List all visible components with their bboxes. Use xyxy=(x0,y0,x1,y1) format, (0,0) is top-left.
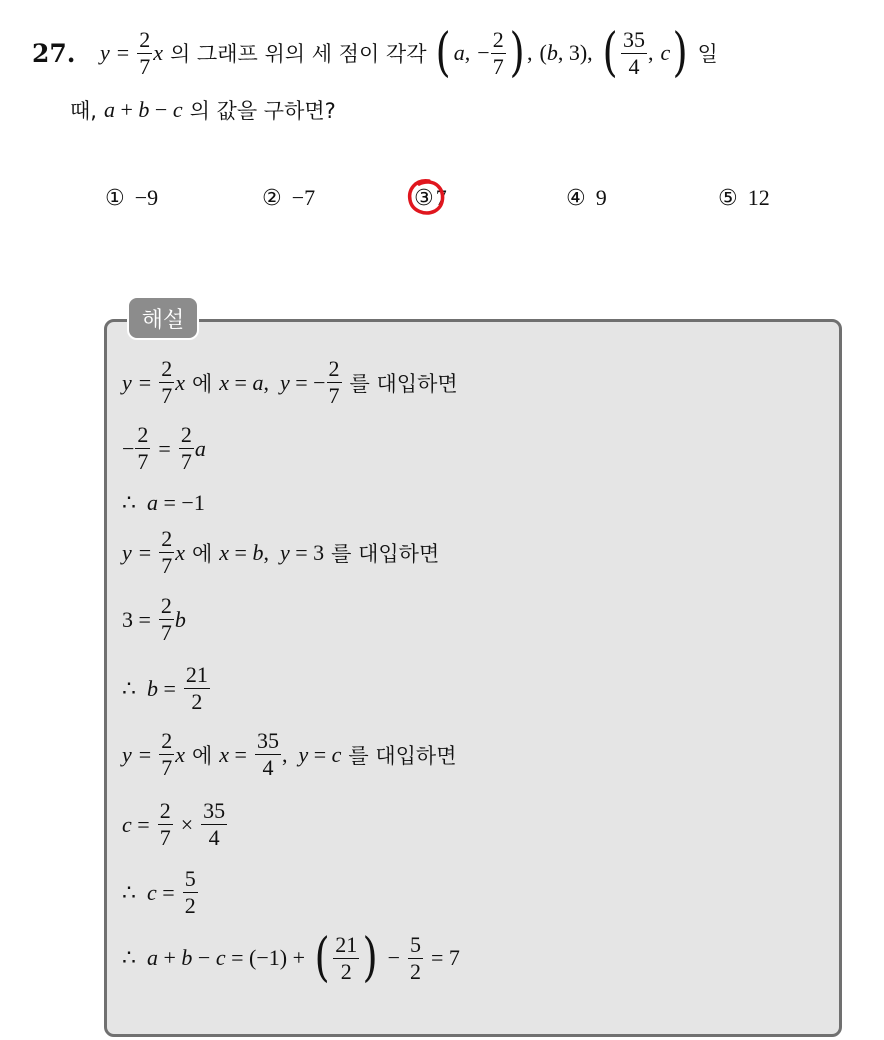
subst-word-3: 에 xyxy=(191,743,213,768)
choice-4-symbol: ④ xyxy=(566,185,586,211)
choice-5[interactable] xyxy=(718,178,770,218)
solution-line-10: ∴ a + b − c = (−1) + ( $\frac{21}{2}$ ) − $\frac{5}{2}$ = 7 xyxy=(122,928,460,988)
choice-5-value: 12 xyxy=(747,185,770,210)
selected-circle-mark xyxy=(405,176,447,218)
choice-2[interactable] xyxy=(262,178,315,218)
solution-line-6: ∴ b = $\frac{21}{2}$ xyxy=(122,662,208,714)
solution-line-7: y = $\frac{2}{7}$ x 에 x = $\frac{35}{4}$ , y = c 를 대입하면 xyxy=(122,728,457,780)
question-text-b: 일 xyxy=(697,42,718,66)
choice-3-symbol: ③ xyxy=(414,185,434,211)
question-line-1: 27. y = $\frac{2}{7}$ x 의 그래프 위의 세 점이 각각 ( a , − $\frac{2}{7}$ ) , (b, 3), ( $\frac{35}{4}$ , c ) 일 xyxy=(32,23,718,83)
question xyxy=(32,22,872,84)
solution-line-1: y = $\frac{2}{7}$ x 에 x = a, y = − $\frac{2}{7}$ 를 대입하면 xyxy=(122,356,458,408)
solution-line-8: c = $\frac{2}{7}$ × $\frac{35}{4}$ xyxy=(122,798,226,850)
question-line2-prefix: 때, xyxy=(70,99,97,123)
solution-box xyxy=(104,319,842,1037)
solution-line-4: y = $\frac{2}{7}$ x 에 x = b, y = 3 를 대입하면 xyxy=(122,526,440,578)
choice-1[interactable] xyxy=(105,178,158,218)
question-text-a: 의 그래프 위의 세 점이 각각 xyxy=(169,42,427,66)
choice-1-symbol: ① xyxy=(105,185,125,211)
choice-2-symbol: ② xyxy=(262,185,282,211)
choice-3[interactable] xyxy=(414,178,447,218)
solution-line-9: ∴ c = $\frac{5}{2}$ xyxy=(122,866,196,918)
choice-1-value: −9 xyxy=(134,185,159,210)
choice-3-symbol-wrap xyxy=(414,186,434,211)
choice-4[interactable] xyxy=(566,178,607,218)
choice-2-value: −7 xyxy=(291,185,316,210)
subst-end-2: 를 대입하면 xyxy=(331,541,440,566)
subst-word-2: 에 xyxy=(191,541,213,566)
solution-line-3: ∴ a = −1 xyxy=(122,490,205,515)
subst-end-3: 를 대입하면 xyxy=(348,743,457,768)
solution-line-5: 3 = $\frac{2}{7}$ b xyxy=(122,593,186,645)
choice-4-value: 9 xyxy=(595,185,607,210)
answer-choices xyxy=(0,178,884,218)
question-number: 27. xyxy=(32,38,76,68)
solution-tag: 해설 xyxy=(127,296,199,340)
question-line2-text: 의 값을 구하면? xyxy=(189,99,336,123)
subst-end-1: 를 대입하면 xyxy=(349,371,458,396)
subst-word-1: 에 xyxy=(191,371,213,396)
question-line-2: 때, a + b − c 의 값을 구하면? xyxy=(70,97,336,123)
choice-3-value: 7 xyxy=(435,185,447,210)
choice-5-symbol: ⑤ xyxy=(718,185,738,211)
solution-line-2: − $\frac{2}{7}$ = $\frac{2}{7}$ a xyxy=(122,422,206,474)
